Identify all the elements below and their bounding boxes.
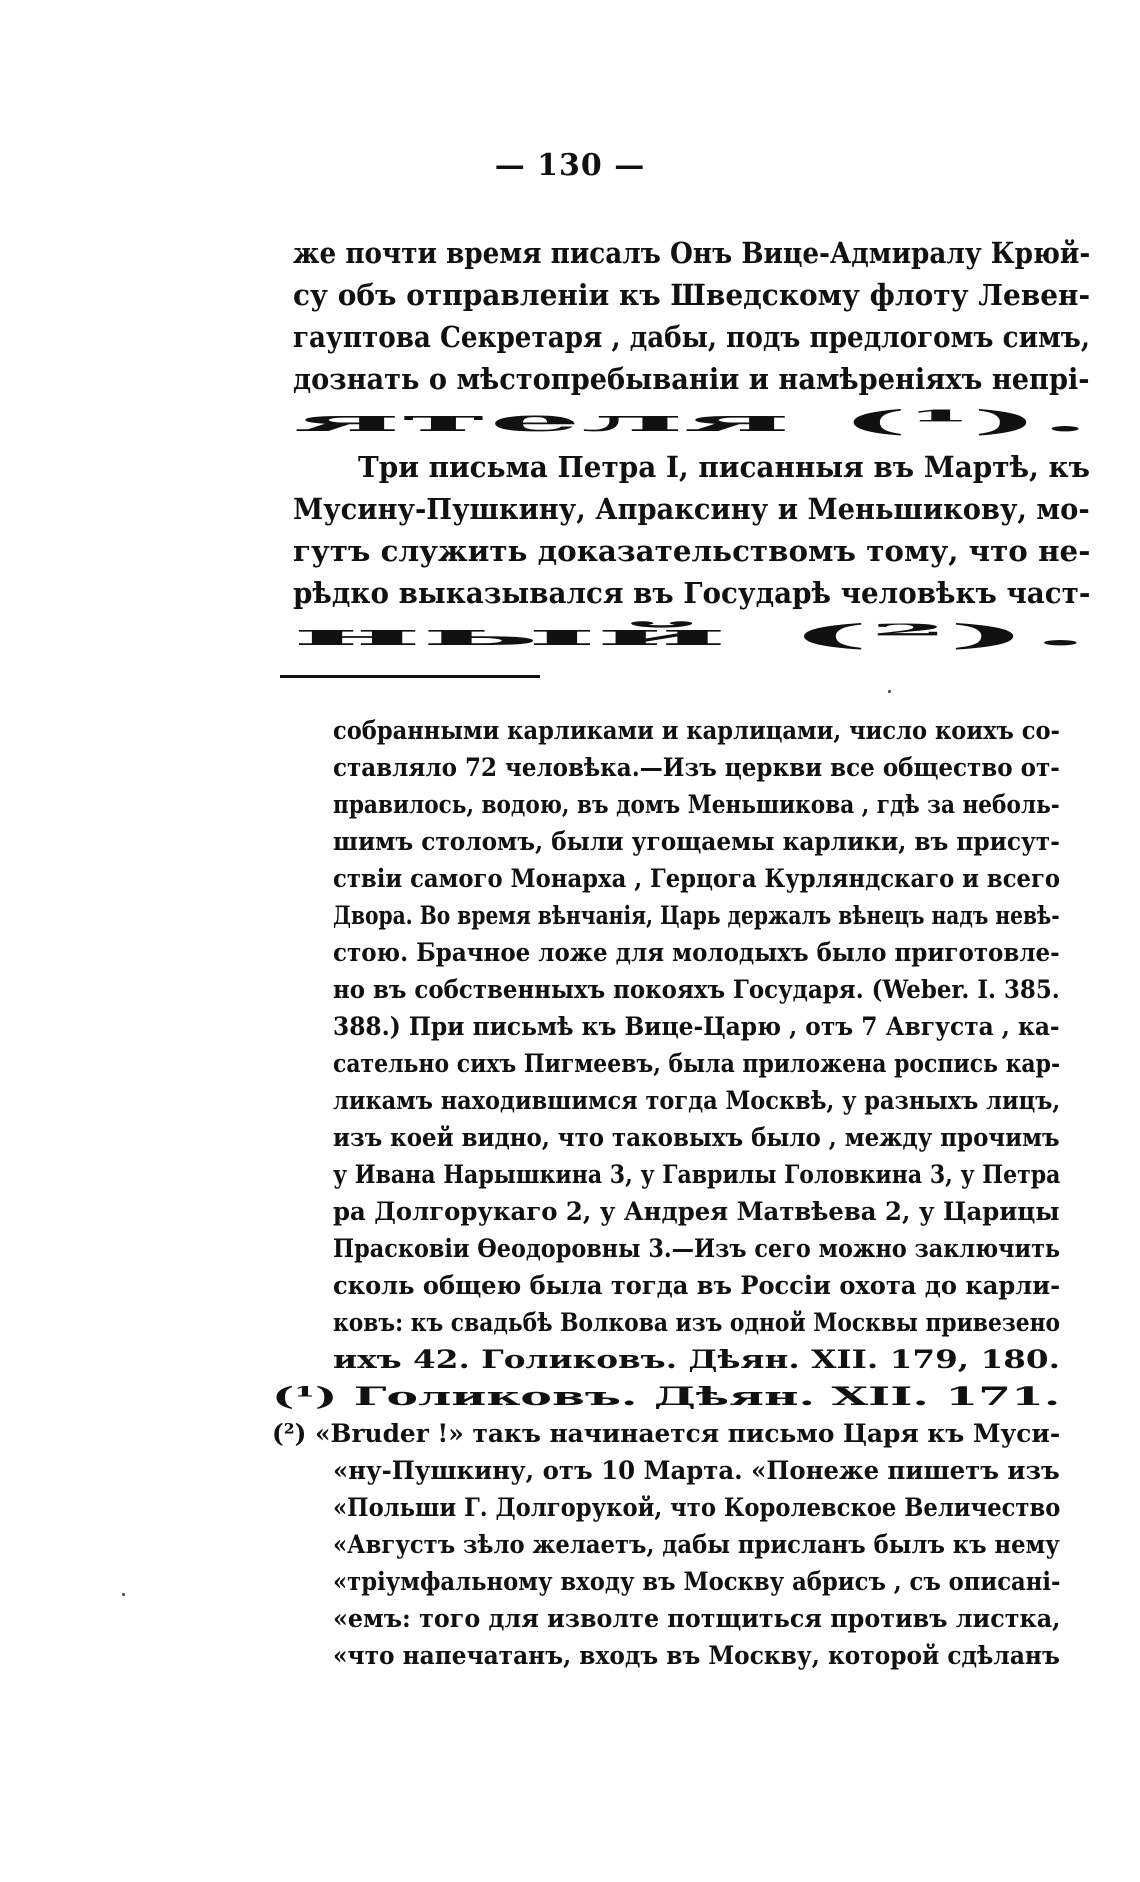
main-text-line: ятеля (¹). [293,404,1091,438]
footnote-2-line: (²) «Bruder !» такъ начинается письмо Царя къ Муси- [272,1419,1061,1448]
main-text-line: су объ отправленіи къ Шведскому флоту Левен- [293,278,1091,312]
footnote-2-line: «емъ: того для изволте потщиться противъ листка, [333,1604,1061,1633]
footnote-line: сколь общею была тогда въ Россіи охота до карли- [333,1271,1061,1300]
footnote-line: ковъ: къ свадьбѣ Волкова изъ одной Москвы привезено [333,1308,1061,1337]
footnote-line: ликамъ находившимся тогда Москвѣ, у разныхъ лицъ, [333,1086,1061,1115]
footnote-line: 388.) При письмѣ къ Вице-Царю , отъ 7 Августа , ка- [333,1012,1060,1041]
footnote-line: ихъ 42. Голиковъ. Дѣян. XII. 179, 180. [333,1345,1060,1374]
footnote-1: (¹) Голиковъ. Дѣян. XII. 171. [272,1382,1061,1411]
main-text-line: дознать о мѣстопребываніи и намѣреніяхъ непрі- [293,362,1090,396]
footnote-line: стою. Брачное ложе для молодыхъ было приготовле- [333,938,1060,967]
page-number: — 130 — [494,148,646,183]
footnote-line: сательно сихъ Пигмеевъ, была приложена роспись кар- [333,1049,1061,1078]
footnote-2-line: «ну-Пушкину, отъ 10 Марта. «Понеже пишетъ изъ [333,1456,1060,1485]
main-text-line: Мусину-Пушкину, Апраксину и Меньшикову, мо- [293,492,1090,526]
footnote-line: правилось, водою, въ домъ Меньшикова , гдѣ за неболь- [333,790,1060,819]
footnote-line: Прасковіи Ѳеодоровны 3.—Изъ сего можно заключить [333,1234,1061,1263]
footnote-divider [280,675,540,678]
footnote-line: но въ собственныхъ покояхъ Государя. (Weber. I. 385. [333,975,1060,1004]
footnote-line: изъ коей видно, что таковыхъ было , между прочимъ [333,1123,1060,1152]
footnote-line: собранными карликами и карлицами, число коихъ со- [333,716,1060,745]
paper-speck [122,1593,125,1596]
main-text-line: же почти время писалъ Онъ Вице-Адмиралу Крюй- [293,236,1091,270]
main-text-line: ный (²). [293,618,1091,652]
footnote-line: у Ивана Нарышкина 3, у Гаврилы Головкина 3, у Петра [333,1160,1061,1189]
paper-speck [888,690,891,693]
footnote-line: ра Долгорукаго 2, у Андрея Матвѣева 2, у Царицы [333,1197,1060,1226]
footnote-2-line: «Августъ зѣло желаетъ, дабы присланъ былъ къ нему [333,1530,1060,1559]
footnote-line: шимъ столомъ, были угощаемы карлики, въ присут- [333,827,1060,856]
footnote-line: ставляло 72 человѣка.—Изъ церкви все общество от- [333,753,1060,782]
footnote-2-line: «тріумфальному входу въ Москву абрисъ , съ описані- [333,1567,1061,1596]
footnote-2-line: «Польши Г. Долгорукой, что Королевское Величество [333,1493,1061,1522]
main-text-line: гауптова Секретаря , дабы, подъ предлогомъ симъ, [293,320,1091,354]
main-text-line: Три письма Петра I, писанныя въ Мартѣ, къ [358,450,1090,484]
footnote-line: Двора. Во время вѣнчанія, Царь держалъ вѣнецъ надъ невѣ- [333,901,1060,930]
footnote-2-line: «что напечатанъ, входъ въ Москву, которой сдѣланъ [333,1641,1060,1670]
main-text-line: рѣдко выказывался въ Государѣ человѣкъ част- [293,576,1091,610]
main-text-line: гутъ служить доказательствомъ тому, что не- [293,534,1091,568]
footnote-line: ствіи самого Монарха , Герцога Курляндскаго и всего [333,864,1061,893]
